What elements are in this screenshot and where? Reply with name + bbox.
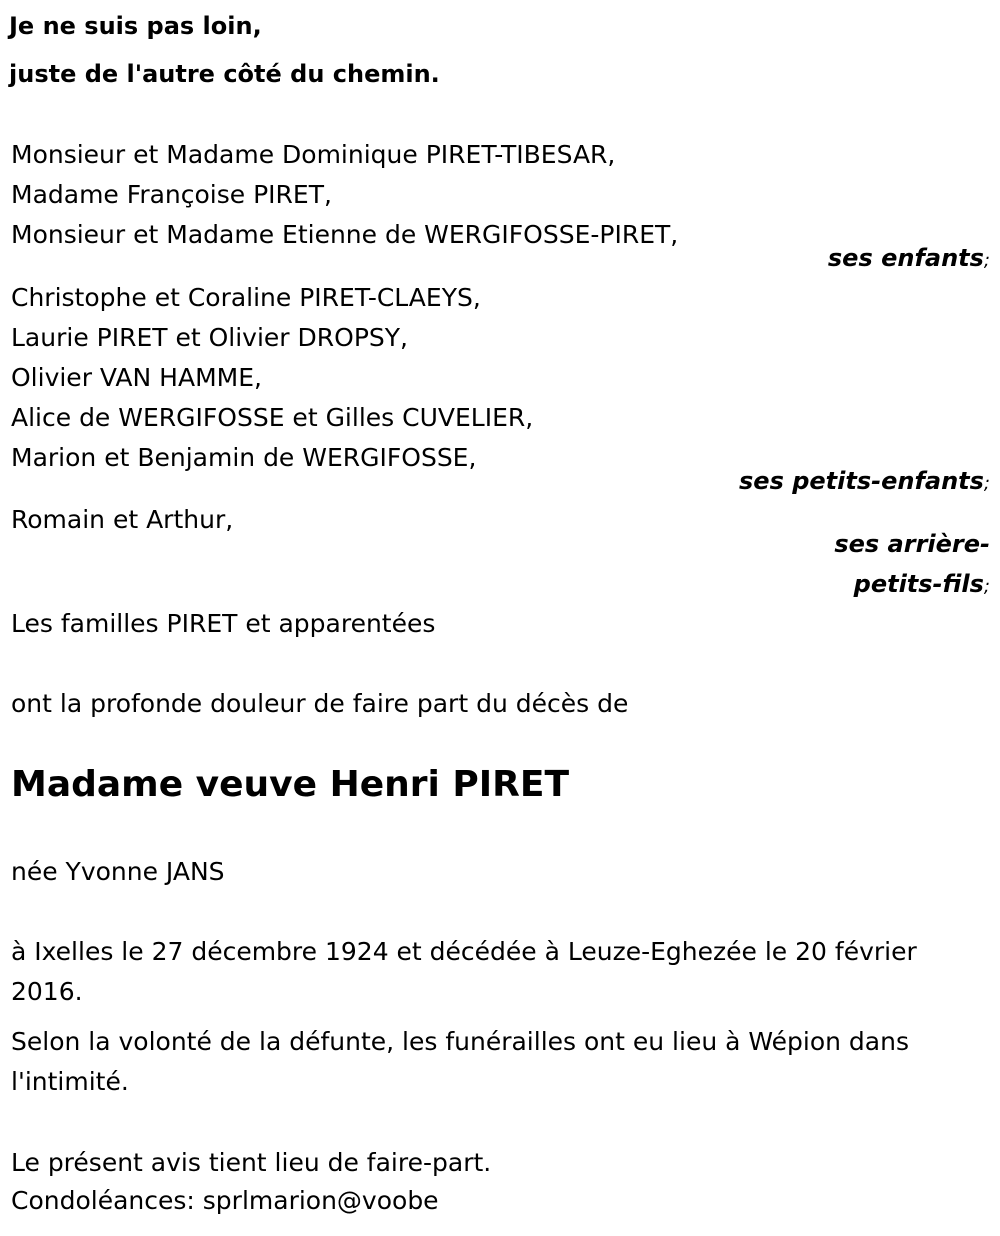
great-grandchildren-role-line-1: ses arrière- (834, 530, 990, 558)
great-grandchildren-entry: Romain et Arthur, (11, 505, 234, 534)
children-role-text: ses enfants (827, 244, 984, 272)
condolences-line: Condoléances: sprlmarion@voobe (11, 1186, 439, 1215)
deceased-name: Madame veuve Henri PIRET (11, 764, 570, 805)
families-line: Les familles PIRET et apparentées (11, 609, 436, 638)
grandchild-entry: Olivier VAN HAMME, (11, 363, 262, 392)
notice-line: Le présent avis tient lieu de faire-part. (11, 1148, 492, 1177)
child-entry: Monsieur et Madame Etienne de WERGIFOSSE-PIRET, (11, 220, 679, 249)
great-grandchildren-role-2 (854, 564, 990, 607)
great-grandchildren-role-line-2: petits-fils (853, 570, 984, 598)
announcement-line: ont la profonde douleur de faire part du décès de (11, 689, 629, 718)
grandchild-entry: Laurie PIRET et Olivier DROPSY, (11, 323, 408, 352)
funeral-paragraph: Selon la volonté de la défunte, les funérailles ont eu lieu à Wépion dans l'intimité. (11, 1027, 909, 1096)
birth-name: née Yvonne JANS (11, 857, 225, 886)
dates-paragraph: à Ixelles le 27 décembre 1924 et décédée à Leuze-Eghezée le 20 février 2016. (11, 937, 917, 1006)
child-entry: Monsieur et Madame Dominique PIRET-TIBESAR, (11, 140, 616, 169)
great-grandchildren-role (834, 524, 990, 564)
child-entry: Madame Françoise PIRET, (11, 180, 332, 209)
role-semicolon: ; (983, 250, 990, 271)
epigraph-line-1: Je ne suis pas loin, (9, 12, 262, 40)
role-semicolon: ; (983, 576, 990, 597)
role-semicolon: ; (983, 473, 990, 494)
epigraph-line-2: juste de l'autre côté du chemin. (9, 60, 440, 88)
children-role (828, 238, 990, 281)
grandchildren-role-text: ses petits-enfants (739, 467, 984, 495)
grandchildren-role (739, 461, 990, 504)
grandchild-entry: Marion et Benjamin de WERGIFOSSE, (11, 443, 477, 472)
grandchild-entry: Alice de WERGIFOSSE et Gilles CUVELIER, (11, 403, 534, 432)
grandchild-entry: Christophe et Coraline PIRET-CLAEYS, (11, 283, 481, 312)
